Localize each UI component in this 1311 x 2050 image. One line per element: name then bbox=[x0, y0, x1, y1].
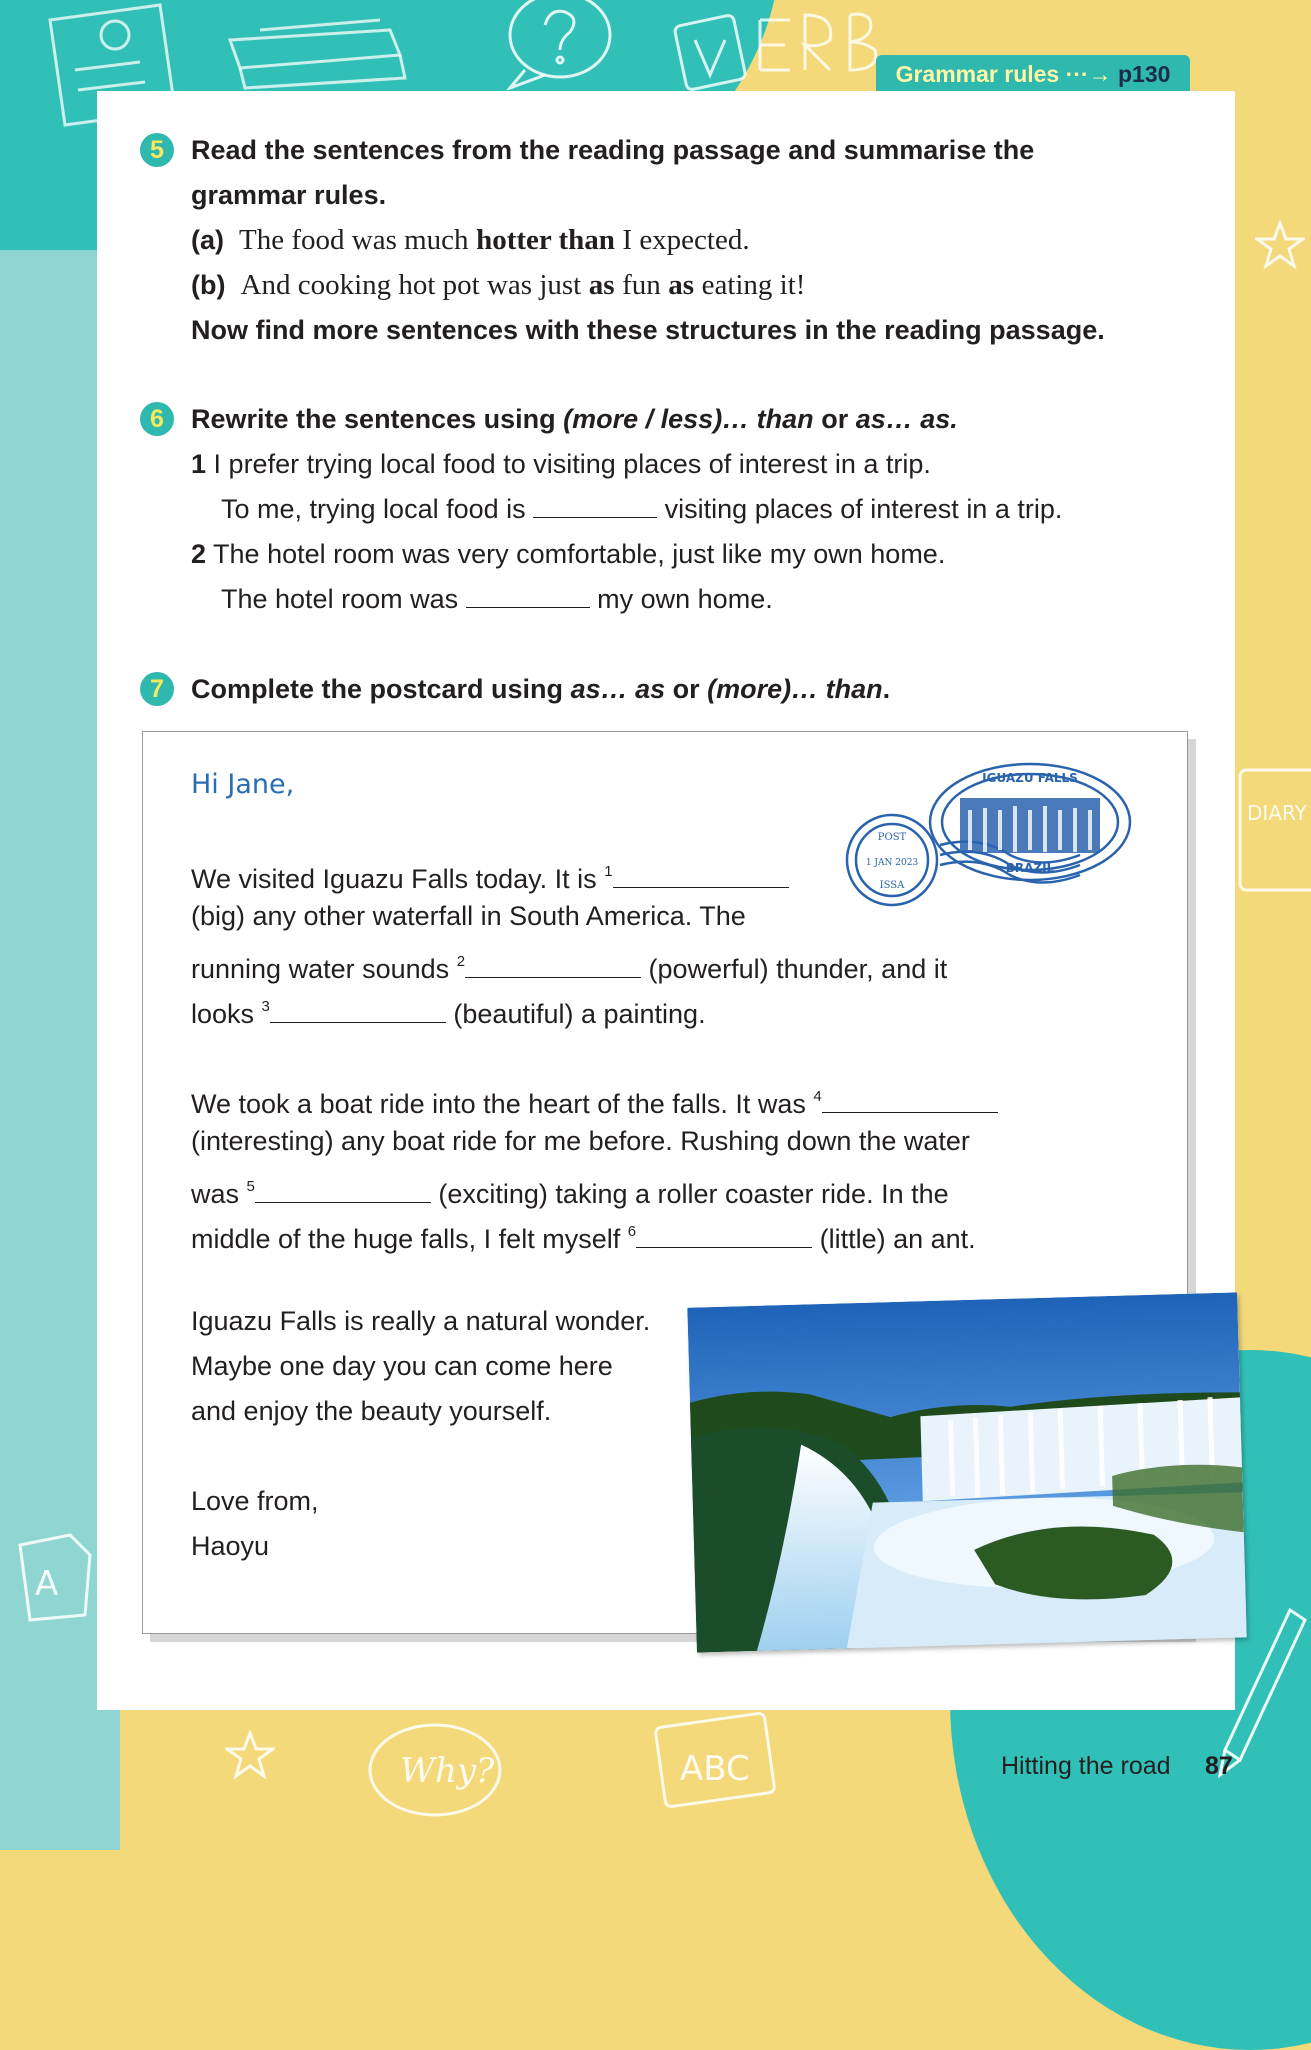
instruction-text: Read the sentences from the reading passage and summarise the bbox=[191, 135, 1035, 165]
answer-blank-5[interactable] bbox=[255, 1176, 431, 1203]
postcard-text: was bbox=[191, 1179, 240, 1209]
instruction-structure: (more)… than bbox=[707, 674, 883, 704]
answer-blank[interactable] bbox=[533, 491, 657, 518]
instruction-structure: as… as. bbox=[855, 404, 958, 434]
exercise-instruction bbox=[191, 128, 1034, 173]
star-doodle bbox=[1255, 220, 1305, 270]
postcard-line bbox=[191, 984, 706, 1037]
postcard-text: (exciting) taking a roller coaster ride. In the bbox=[438, 1179, 949, 1209]
item-number: 2 bbox=[191, 539, 207, 569]
diary-doodle bbox=[1225, 760, 1311, 920]
example-a bbox=[191, 218, 750, 263]
instruction-text: . bbox=[882, 674, 891, 704]
example-highlight: as bbox=[668, 269, 695, 301]
abc-doodle bbox=[650, 1710, 790, 1820]
item-1-rewrite bbox=[221, 487, 1062, 532]
stamp-bottom-text: BRAZIL bbox=[1005, 861, 1055, 875]
blank-number: 4 bbox=[813, 1088, 822, 1105]
example-highlight: hotter than bbox=[476, 224, 615, 256]
instruction-structure: (more / less)… than bbox=[563, 404, 814, 434]
example-label: (b) bbox=[191, 270, 226, 300]
item-text: The hotel room was very comfortable, just like my own home. bbox=[213, 539, 946, 569]
postcard-line: (big) any other waterfall in South America. The bbox=[191, 901, 746, 931]
grammar-rules-page: p130 bbox=[1117, 61, 1171, 87]
item-text: The hotel room was bbox=[221, 584, 459, 614]
example-text: fun bbox=[622, 269, 661, 301]
postcard-text: middle of the huge falls, I felt myself bbox=[191, 1224, 621, 1254]
postcard-line bbox=[191, 1209, 976, 1262]
exercise-instruction bbox=[191, 397, 958, 442]
instruction-structure: as… as bbox=[570, 674, 666, 704]
postmark-bottom-text: ISSA bbox=[879, 880, 905, 891]
postcard-text: (powerful) thunder, and it bbox=[648, 954, 948, 984]
grammar-rules-label: Grammar rules bbox=[895, 61, 1060, 87]
question-bubble-doodle bbox=[490, 0, 620, 90]
star-doodle-left bbox=[225, 1730, 275, 1780]
item-2-rewrite bbox=[221, 577, 773, 622]
postcard-text: We visited Iguazu Falls today. It is bbox=[191, 864, 597, 894]
example-text: eating it! bbox=[701, 269, 806, 301]
item-text: To me, trying local food is bbox=[221, 494, 526, 524]
postcard-line: and enjoy the beauty yourself. bbox=[191, 1396, 552, 1426]
item-text: I prefer trying local food to visiting places of interest in a trip. bbox=[213, 449, 931, 479]
why-doodle bbox=[360, 1710, 510, 1830]
item-number: 1 bbox=[191, 449, 207, 479]
books-doodle bbox=[220, 0, 420, 95]
stamp-top-text: IGUAZU FALLS bbox=[982, 771, 1078, 785]
exercise-number: 6 bbox=[140, 402, 174, 436]
exercise-number: 7 bbox=[140, 672, 174, 706]
svg-text:ABC: ABC bbox=[680, 1749, 750, 1789]
example-b bbox=[191, 263, 805, 308]
example-text: And cooking hot pot was just bbox=[240, 269, 582, 301]
blank-number: 5 bbox=[246, 1178, 255, 1195]
instruction-text: or bbox=[672, 674, 700, 704]
example-label: (a) bbox=[191, 225, 224, 255]
answer-blank[interactable] bbox=[466, 581, 590, 608]
block-a-doodle bbox=[10, 1520, 100, 1630]
instruction-text: or bbox=[821, 404, 849, 434]
postcard-text: (beautiful) a painting. bbox=[453, 999, 706, 1029]
example-highlight: as bbox=[588, 269, 615, 301]
instruction-text: Rewrite the sentences using bbox=[191, 404, 556, 434]
exercise-instruction-cont: grammar rules. bbox=[191, 180, 387, 210]
postcard-text: looks bbox=[191, 999, 255, 1029]
arrow-icon: ···→ bbox=[1065, 61, 1112, 87]
item-2-sentence bbox=[191, 532, 945, 577]
answer-blank-6[interactable] bbox=[636, 1221, 812, 1248]
svg-text:DIARY: DIARY bbox=[1247, 801, 1307, 825]
item-1-sentence bbox=[191, 442, 931, 487]
example-text: The food was much bbox=[239, 224, 469, 256]
blank-number: 6 bbox=[627, 1223, 637, 1240]
item-text: visiting places of interest in a trip. bbox=[664, 494, 1063, 524]
answer-blank-3[interactable] bbox=[270, 996, 446, 1023]
svg-text:A: A bbox=[35, 1564, 59, 1604]
unit-title: Hitting the road bbox=[1001, 1752, 1171, 1780]
postcard-text: We took a boat ride into the heart of the falls. It was bbox=[191, 1089, 806, 1119]
blank-number: 2 bbox=[456, 953, 466, 970]
exercise-number: 5 bbox=[140, 133, 174, 167]
answer-blank-1[interactable] bbox=[613, 861, 789, 888]
blank-number: 3 bbox=[261, 998, 270, 1015]
grammar-rules-tab[interactable] bbox=[876, 55, 1190, 93]
answer-blank-4[interactable] bbox=[822, 1086, 998, 1113]
postmark-top-text: POST bbox=[877, 832, 907, 843]
postcard-text: running water sounds bbox=[191, 954, 450, 984]
postcard-line: (interesting) any boat ride for me before. Rushing down the water bbox=[191, 1126, 970, 1156]
stamp-icon bbox=[840, 760, 1160, 910]
postcard-line: Maybe one day you can come here bbox=[191, 1351, 613, 1381]
postcard-closing: Love from, bbox=[191, 1486, 319, 1516]
now-find-instruction: Now find more sentences with these structures in the reading passage. bbox=[191, 315, 1105, 345]
waterfall-photo bbox=[687, 1292, 1246, 1652]
postcard-greeting: Hi Jane, bbox=[191, 769, 295, 800]
exercise-instruction bbox=[191, 667, 890, 712]
postcard-signature: Haoyu bbox=[191, 1531, 270, 1561]
page-number: 87 bbox=[1205, 1752, 1233, 1780]
svg-text:Why?: Why? bbox=[400, 1751, 495, 1791]
answer-blank-2[interactable] bbox=[465, 951, 641, 978]
example-text: I expected. bbox=[622, 224, 750, 256]
instruction-text: Complete the postcard using bbox=[191, 674, 564, 704]
postmark-date-text: 1 JAN 2023 bbox=[865, 858, 919, 868]
postcard-text: (little) an ant. bbox=[819, 1224, 976, 1254]
postcard-line: Iguazu Falls is really a natural wonder. bbox=[191, 1306, 651, 1336]
item-text: my own home. bbox=[597, 584, 773, 614]
blank-number: 1 bbox=[604, 863, 613, 880]
